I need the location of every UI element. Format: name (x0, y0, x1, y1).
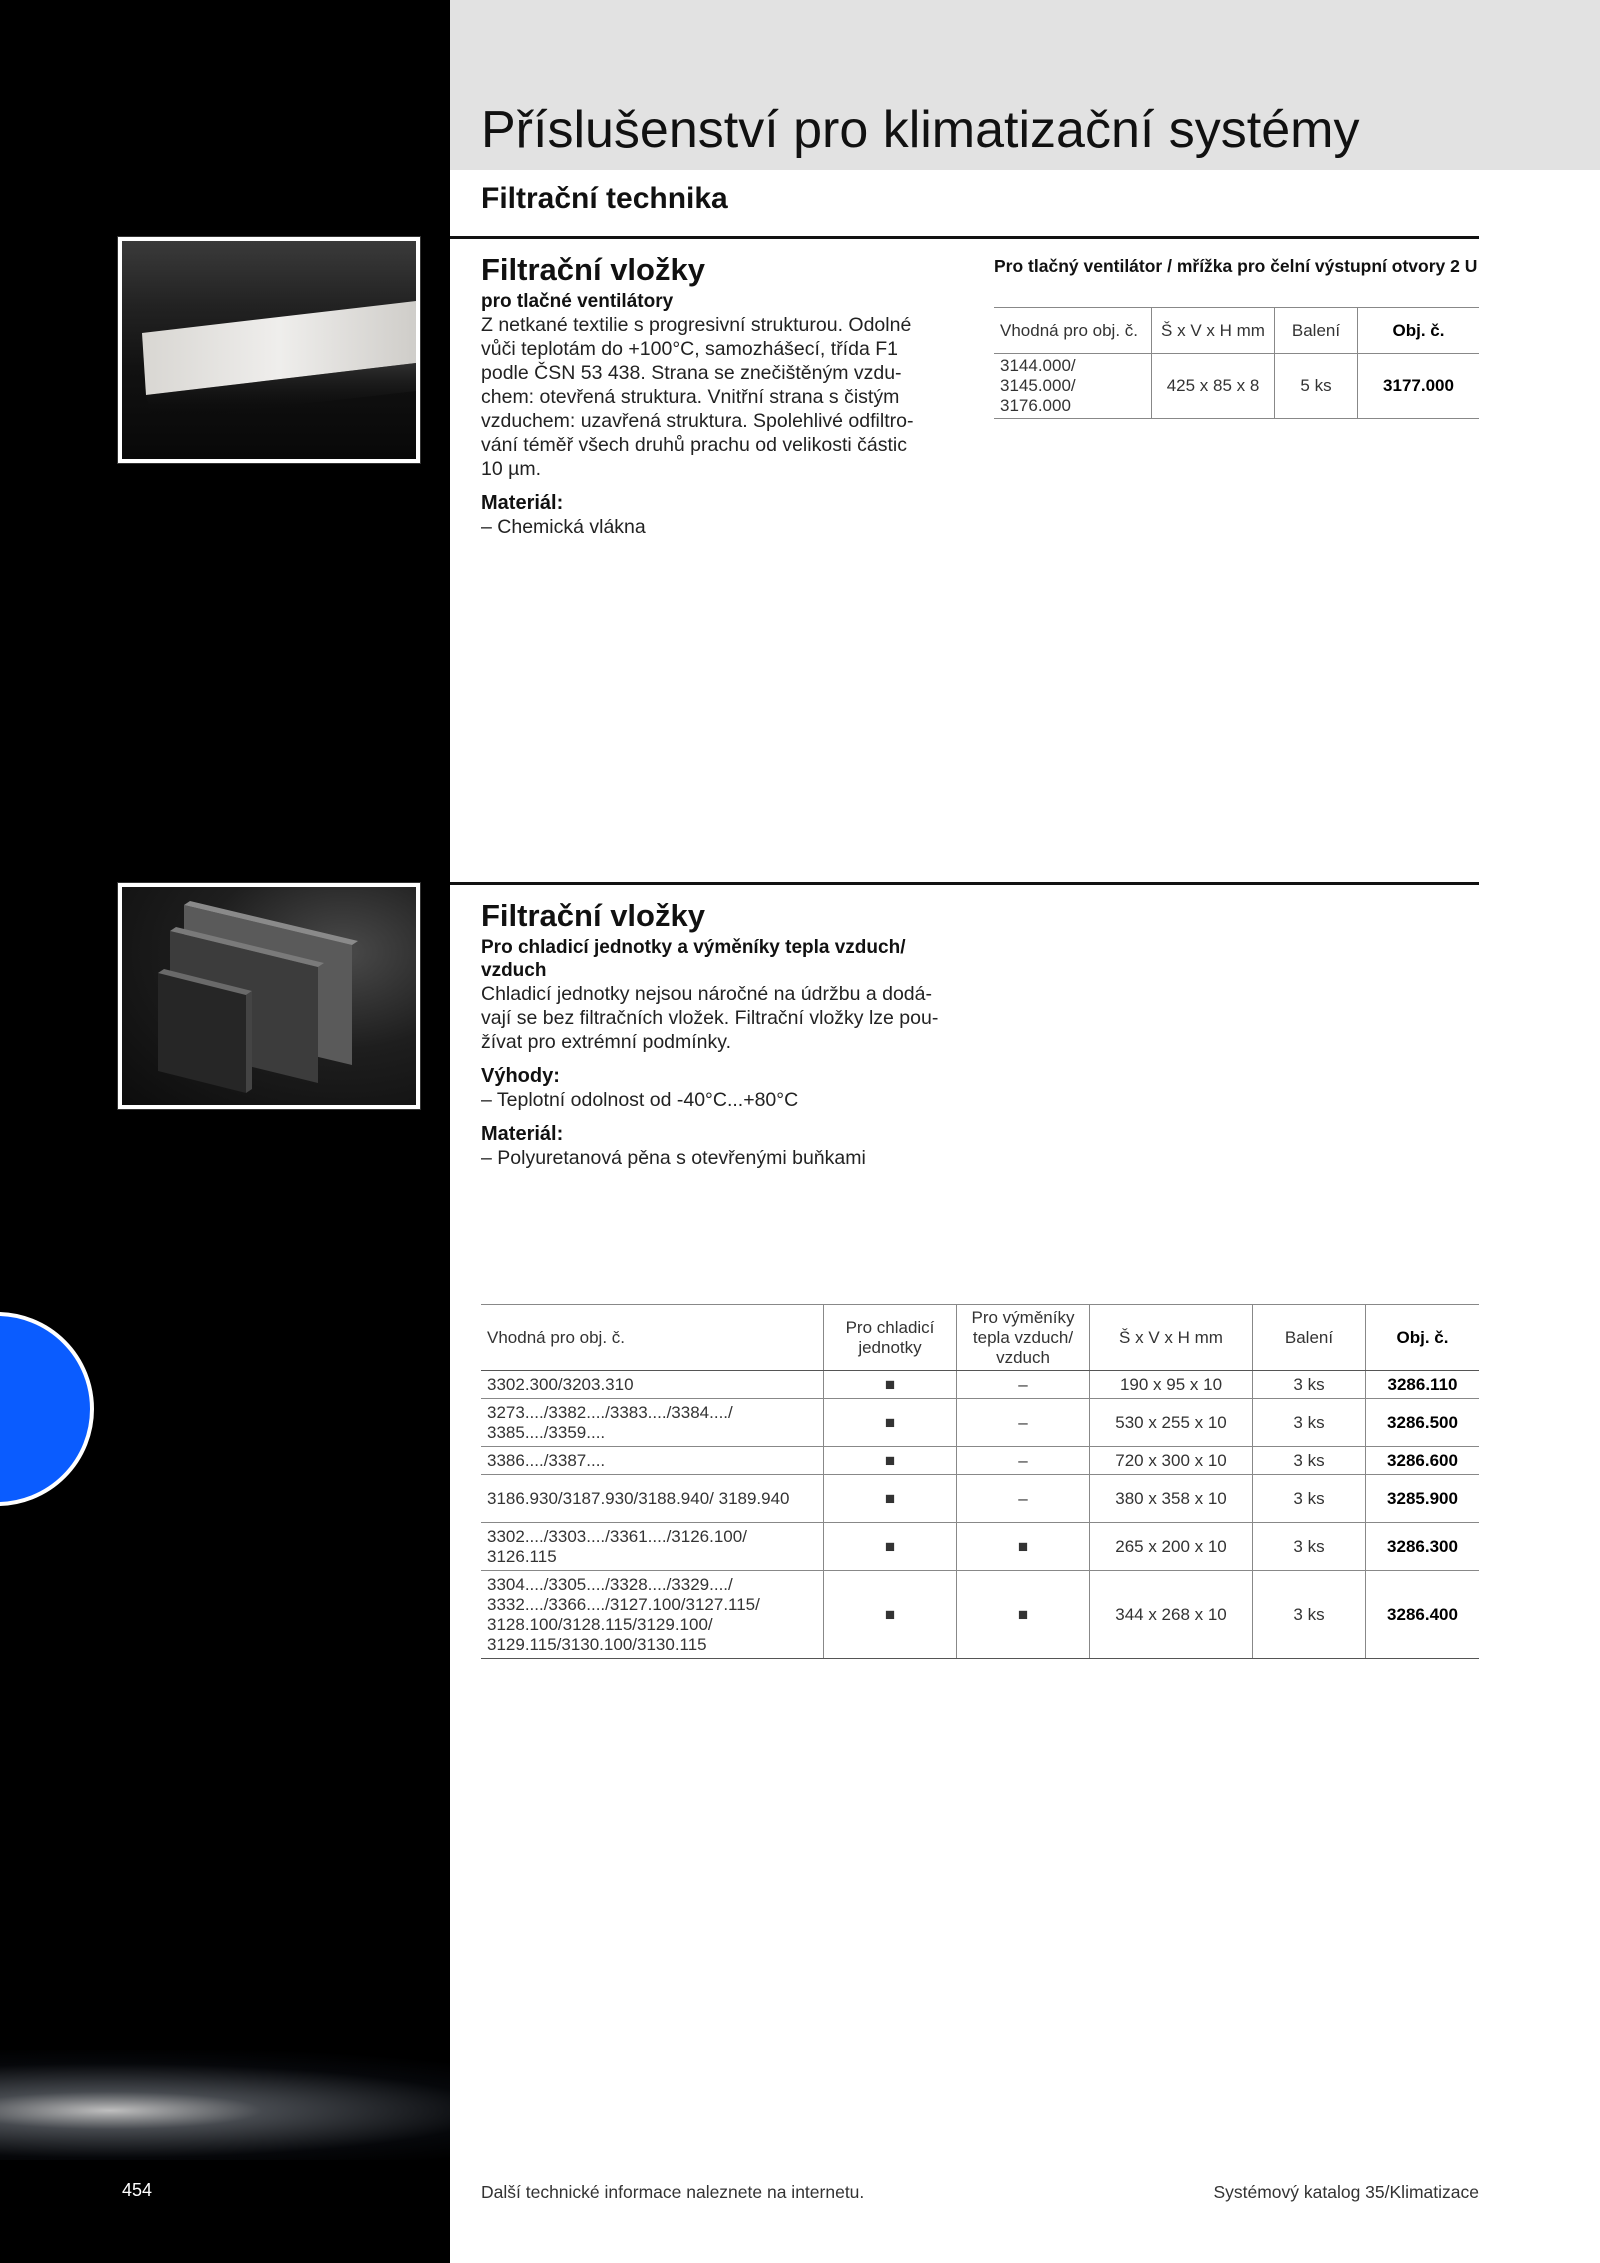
t2-cell-order: 3286.110 (1366, 1371, 1480, 1399)
product-1-description: Z netkané textilie s progresivní strukturou. Odolné vůči teplotám do +100°C, samozhášecí, třída F1 podle ČSN 53 438. Strana se znečištěným vzdu- chem: otevřená struktura. Vnitřní strana s čistým vzduchem: uzavřená struktura. Spolehlivé odfiltro- vání téměř všech druhů prachu od velikosti částic 10 µm. (481, 314, 914, 480)
t2-cell-dims: 530 x 255 x 10 (1090, 1399, 1253, 1447)
t2-cell-order: 3286.600 (1366, 1447, 1480, 1475)
t2-cell-dims: 720 x 300 x 10 (1090, 1447, 1253, 1475)
section-marker-circle (0, 1312, 94, 1506)
t2-cell-dims: 265 x 200 x 10 (1090, 1523, 1253, 1571)
product-1-title: Filtrační vložky (481, 252, 705, 287)
t2-cell-dims: 380 x 358 x 10 (1090, 1475, 1253, 1523)
table-row (994, 354, 1479, 419)
t2-cell-suitable: 3302.300/3203.310 (481, 1371, 824, 1399)
t2-cell-exchanger: – (957, 1371, 1090, 1399)
t1-cell-suitable: 3144.000/ 3145.000/ 3176.000 (994, 354, 1152, 419)
t2-cell-pack: 3 ks (1253, 1399, 1366, 1447)
table-2 (481, 1304, 1479, 1659)
t1-cell-pack: 5 ks (1275, 354, 1358, 419)
product-2-subtitle: Pro chladicí jednotky a výměníky tepla vzduch/ vzduch (481, 937, 906, 981)
table-row (481, 1523, 1479, 1571)
table-row (481, 1447, 1479, 1475)
divider-middle (450, 882, 1479, 885)
t2-cell-order: 3286.300 (1366, 1523, 1480, 1571)
t2-cell-order: 3285.900 (1366, 1475, 1480, 1523)
product-photo-filter-strip (118, 237, 420, 463)
t2-cell-pack: 3 ks (1253, 1475, 1366, 1523)
section-title: Filtrační technika (481, 182, 728, 215)
product-2-material-label: Materiál: (481, 1123, 564, 1145)
table-row (481, 1399, 1479, 1447)
t2-header-order: Obj. č. (1366, 1305, 1480, 1371)
t2-cell-cooling: ■ (824, 1399, 957, 1447)
product-2-advantages-label: Výhody: (481, 1065, 560, 1087)
t2-cell-exchanger: ■ (957, 1523, 1090, 1571)
table-1 (994, 307, 1479, 419)
t2-cell-order: 3286.500 (1366, 1399, 1480, 1447)
t1-header-suitable: Vhodná pro obj. č. (994, 308, 1152, 354)
t2-cell-suitable: 3386..../3387.... (481, 1447, 824, 1475)
t2-cell-exchanger: – (957, 1447, 1090, 1475)
product-1-material-label: Materiál: (481, 492, 564, 514)
divider-top (450, 236, 1479, 239)
t2-cell-order: 3286.400 (1366, 1571, 1480, 1659)
t2-cell-dims: 190 x 95 x 10 (1090, 1371, 1253, 1399)
product-2-title: Filtrační vložky (481, 898, 705, 933)
t2-cell-dims: 344 x 268 x 10 (1090, 1571, 1253, 1659)
t2-header-dims: Š x V x H mm (1090, 1305, 1253, 1371)
foam-mats-image (122, 887, 416, 1105)
t2-cell-suitable: 3186.930/3187.930/3188.940/ 3189.940 (481, 1475, 824, 1523)
t2-cell-cooling: ■ (824, 1523, 957, 1571)
product-1-material-item: – Chemická vlákna (481, 516, 646, 538)
t2-header-cooling: Pro chladicí jednotky (824, 1305, 957, 1371)
t2-cell-pack: 3 ks (1253, 1571, 1366, 1659)
product-2-description: Chladicí jednotky nejsou náročné na údržbu a dodá- vají se bez filtračních vložek. Filtrační vložky lze pou- žívat pro extrémní podmínky. (481, 983, 939, 1053)
decorative-light-streak (0, 2050, 450, 2160)
t2-header-suitable: Vhodná pro obj. č. (481, 1305, 824, 1371)
t2-cell-suitable: 3304..../3305..../3328..../3329..../ 3332..../3366..../3127.100/3127.115/ 3128.100/3128.115/3129.100/ 3129.115/3130.100/3130.115 (481, 1571, 824, 1659)
product-block-2 (481, 898, 961, 1170)
t2-cell-cooling: ■ (824, 1475, 957, 1523)
t2-cell-pack: 3 ks (1253, 1371, 1366, 1399)
t2-cell-cooling: ■ (824, 1571, 957, 1659)
table-row (481, 1571, 1479, 1659)
t2-header-exchanger: Pro výměníky tepla vzduch/ vzduch (957, 1305, 1090, 1371)
table-row (481, 1371, 1479, 1399)
filter-strip-image (122, 241, 416, 459)
t2-cell-cooling: ■ (824, 1447, 957, 1475)
product-2-advantages-item: – Teplotní odolnost od -40°C...+80°C (481, 1089, 799, 1111)
t1-header-order: Obj. č. (1358, 308, 1480, 354)
product-2-material-item: – Polyuretanová pěna s otevřenými buňkami (481, 1147, 866, 1169)
page-title: Příslušenství pro klimatizační systémy (481, 101, 1360, 159)
product-block-1 (481, 252, 961, 539)
table-1-caption: Pro tlačný ventilátor / mřížka pro čelní výstupní otvory 2 U (994, 256, 1478, 276)
t1-header-pack: Balení (1275, 308, 1358, 354)
product-photo-foam-mats (118, 883, 420, 1109)
t2-cell-pack: 3 ks (1253, 1523, 1366, 1571)
t2-cell-suitable: 3302..../3303..../3361..../3126.100/ 3126.115 (481, 1523, 824, 1571)
t1-cell-order: 3177.000 (1358, 354, 1480, 419)
t2-cell-cooling: ■ (824, 1371, 957, 1399)
footer-note-right: Systémový katalog 35/Klimatizace (1213, 2182, 1479, 2202)
table-row (481, 1475, 1479, 1523)
t2-cell-pack: 3 ks (1253, 1447, 1366, 1475)
footer-note-left: Další technické informace naleznete na internetu. (481, 2182, 865, 2202)
t1-cell-dims: 425 x 85 x 8 (1152, 354, 1275, 419)
t2-cell-exchanger: – (957, 1475, 1090, 1523)
t1-header-dims: Š x V x H mm (1152, 308, 1275, 354)
page-number: 454 (122, 2180, 153, 2200)
t2-header-pack: Balení (1253, 1305, 1366, 1371)
t2-cell-exchanger: ■ (957, 1571, 1090, 1659)
t2-cell-exchanger: – (957, 1399, 1090, 1447)
t2-cell-suitable: 3273..../3382..../3383..../3384..../ 3385..../3359.... (481, 1399, 824, 1447)
product-1-subtitle: pro tlačné ventilátory (481, 291, 674, 312)
